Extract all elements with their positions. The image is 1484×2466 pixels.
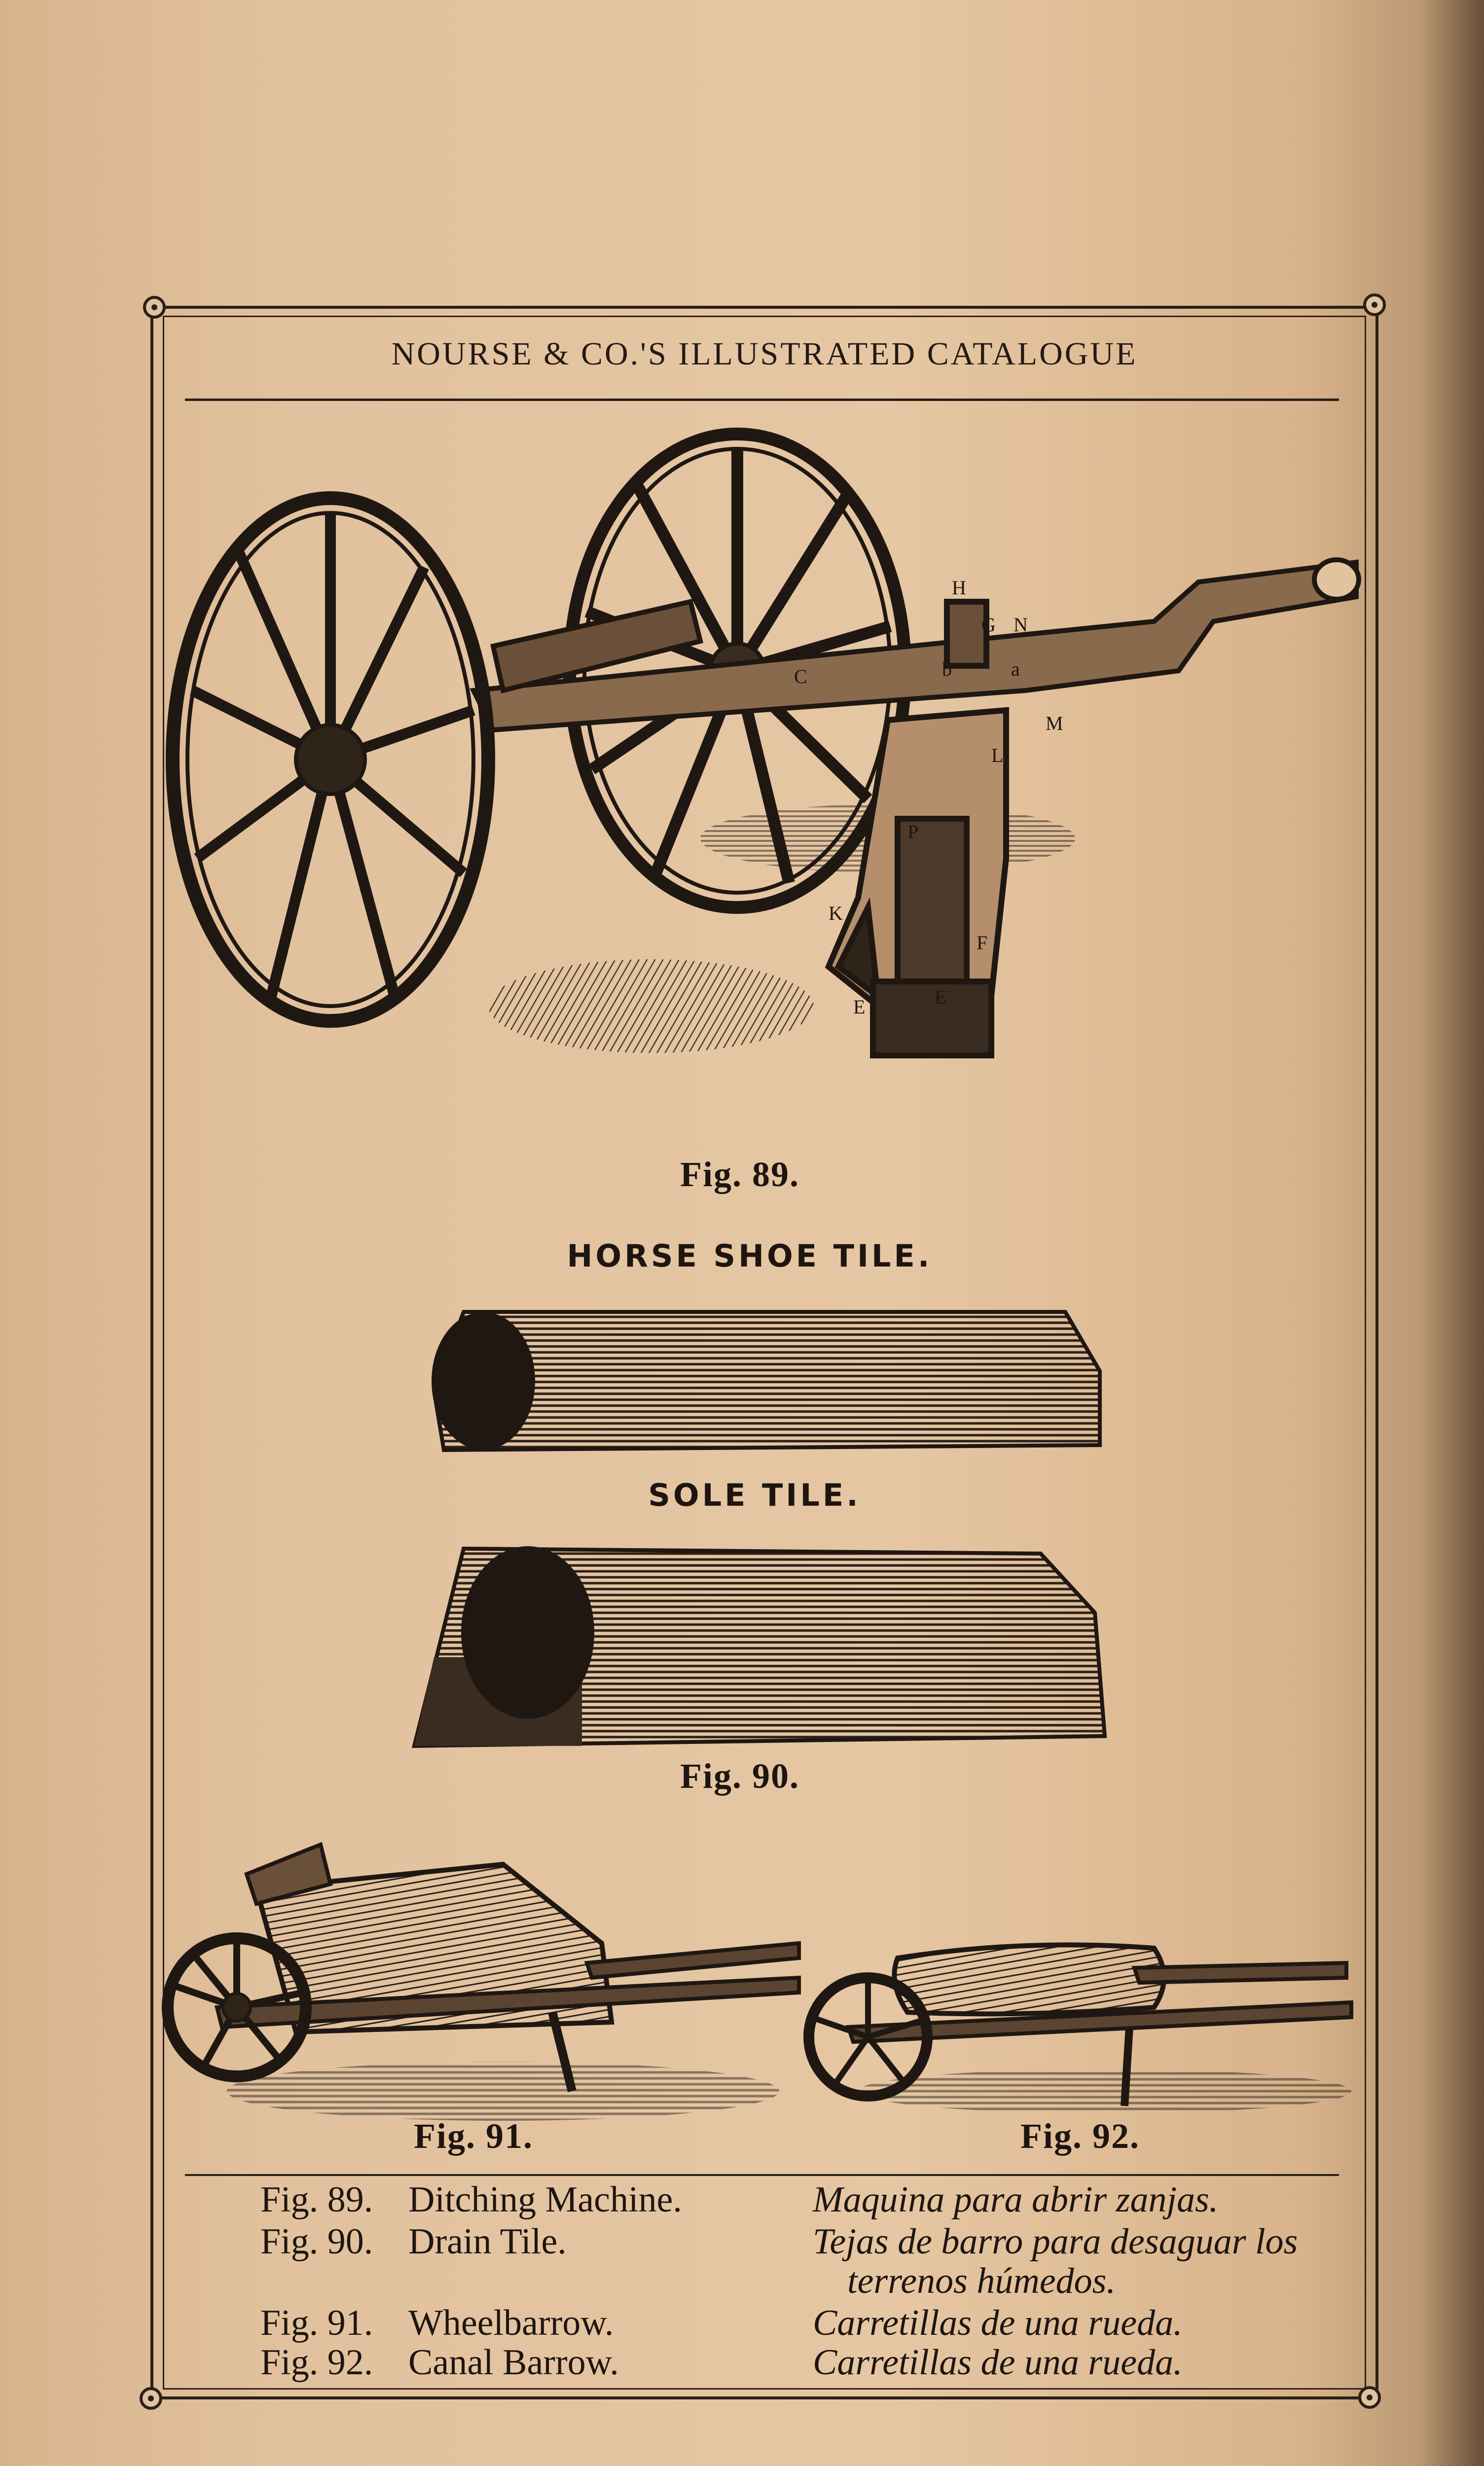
ditching-machine-illustration — [148, 414, 1381, 1164]
rear-wheel — [173, 498, 488, 1021]
figure-list-number: Fig. 89. — [260, 2179, 373, 2220]
figure-list-spanish: Carretillas de una rueda. — [813, 2342, 1183, 2383]
page-title: NOURSE & CO.'S ILLUSTRATED CATALOGUE — [391, 336, 1138, 372]
part-label-c: C — [794, 665, 807, 688]
part-label-n: N — [1013, 614, 1028, 636]
figure-list-english: Wheelbarrow. — [408, 2303, 614, 2343]
figure-list-spanish: Maquina para abrir zanjas. — [813, 2179, 1219, 2220]
part-label-l: L — [991, 744, 1004, 766]
part-label-k: K — [829, 902, 843, 924]
figure-list-number: Fig. 92. — [260, 2342, 373, 2383]
part-label-g: G — [981, 614, 996, 636]
page-edge-shadow — [1420, 0, 1484, 2466]
figure-list-number: Fig. 91. — [260, 2303, 373, 2343]
part-label-b: b — [942, 658, 952, 680]
figure-caption-90: Fig. 90. — [680, 1756, 799, 1796]
canal-barrow-illustration — [799, 1928, 1361, 2116]
part-label-e-left: E — [853, 996, 866, 1018]
part-label-m: M — [1046, 712, 1063, 734]
sole-tile-label: SOLE TILE. — [648, 1477, 861, 1513]
figure-list-spanish: Carretillas de una rueda. — [813, 2303, 1183, 2343]
part-label-e-right: E — [935, 986, 947, 1008]
part-label-p: P — [907, 821, 919, 843]
corner-ornament-top-right — [1363, 293, 1386, 316]
figure-list-english: Ditching Machine. — [408, 2179, 682, 2220]
sole-tile-illustration — [404, 1539, 1115, 1756]
header-divider — [185, 399, 1339, 401]
corner-ornament-bottom-right — [1358, 2386, 1381, 2409]
part-label-a: a — [1011, 658, 1020, 680]
figure-caption-91: Fig. 91. — [414, 2116, 533, 2156]
corner-ornament-top-left — [143, 296, 166, 319]
figure-list-english: Canal Barrow. — [408, 2342, 619, 2383]
figure-caption-89: Fig. 89. — [680, 1155, 799, 1194]
figure-caption-92: Fig. 92. — [1020, 2116, 1140, 2156]
horse-shoe-tile-label: HORSE SHOE TILE. — [567, 1238, 933, 1274]
figure-list-number: Fig. 90. — [260, 2221, 373, 2262]
figure-list-spanish-continued: terrenos húmedos. — [847, 2261, 1116, 2301]
wheelbarrow-illustration — [158, 1815, 809, 2131]
figure-list-english: Drain Tile. — [408, 2221, 567, 2262]
figure-list-divider — [185, 2174, 1339, 2176]
machine-frame — [473, 560, 1359, 730]
part-label-f: F — [977, 932, 988, 954]
corner-ornament-bottom-left — [140, 2387, 162, 2410]
horse-shoe-tile-illustration — [424, 1302, 1105, 1470]
figure-list-spanish: Tejas de barro para desaguar los — [813, 2221, 1298, 2262]
part-label-h: H — [952, 577, 966, 599]
